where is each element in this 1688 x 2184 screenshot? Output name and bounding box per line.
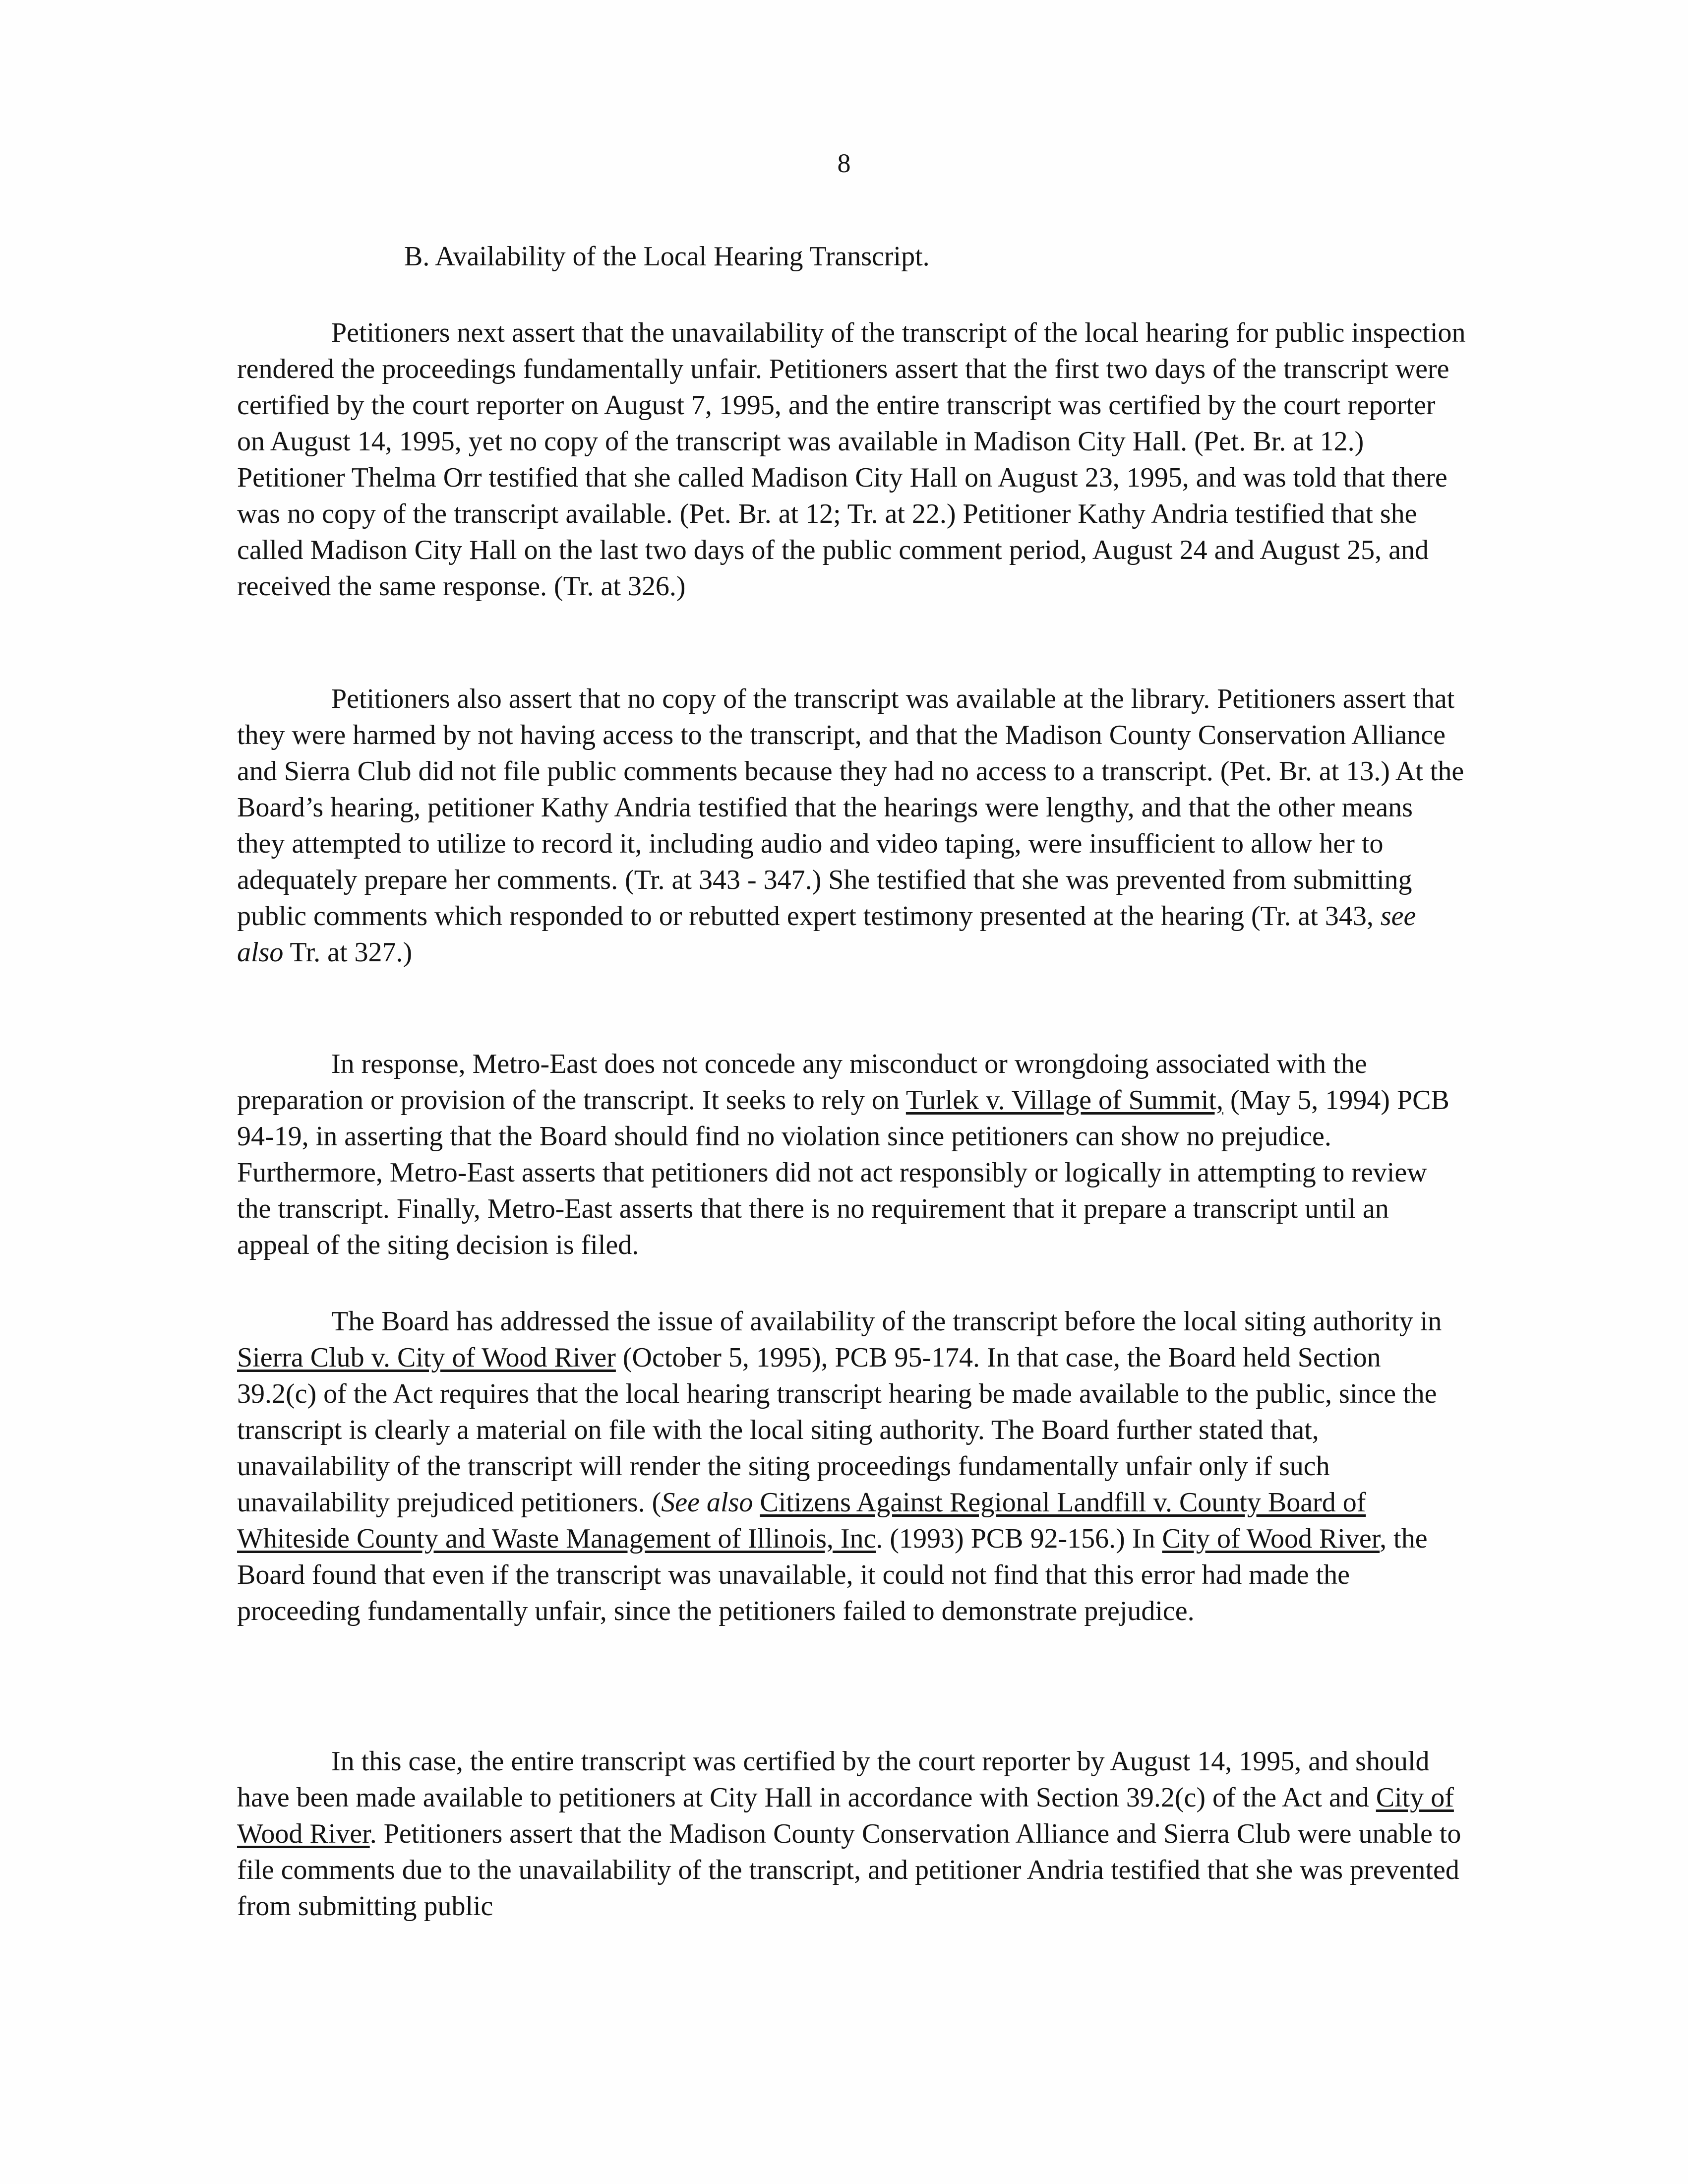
paragraph-text: The Board has addressed the issue of availability of the transcript before the local siting authority in <box>331 1306 1442 1337</box>
paragraph-transcript-unavailability <box>237 315 1467 605</box>
signal-see-also: see also <box>237 901 1416 968</box>
paragraph-text: Petitioners next assert that the unavailability of the transcript of the local hearing for public inspection rendered the proceedings fundamentally unfair. Petitioners assert that the first two days of the transcript were certified by the court reporter on August 7, 1995, and the entire transcript was certified by the court reporter on August 14, 1995, yet no copy of the transcript was available in Madison City Hall. (Pet. Br. at 12.) Petitioner Thelma Orr testified that she called Madison City Hall on August 23, 1995, and was told that there was no copy of the transcript available. (Pet. Br. at 12; Tr. at 22.) Petitioner Kathy Andria testified that she called Madison City Hall on the last two days of the public comment period, August 24 and August 25, and received the same response. (Tr. at 326.) <box>237 317 1466 602</box>
paragraph-text: . (1993) PCB 92-156.) In <box>876 1523 1162 1554</box>
signal-see-also: See also <box>661 1487 753 1518</box>
case-citation-city-of-wood-river: City of Wood River <box>1162 1523 1380 1554</box>
case-citation-city-of-wood-river: City of Wood River <box>237 1782 1454 1849</box>
paragraph-this-case <box>237 1744 1467 1925</box>
page-number: 8 <box>837 148 851 178</box>
case-citation-turlek: Turlek v. Village of Summit, <box>905 1085 1223 1116</box>
paragraph-metro-east-response <box>237 1046 1467 1263</box>
paragraph-text: (May 5, 1994) PCB 94-19, in asserting that the Board should find no violation since petitioners can show no prejudice. Furthermore, Metro-East asserts that petitioners did not act responsibly or logically in attempting to review the transcript. Finally, Metro-East asserts that there is no requirement that it prepare a transcript until an appeal of the siting decision is filed. <box>237 1085 1449 1260</box>
paragraph-text <box>753 1487 760 1518</box>
paragraph-text: Petitioners also assert that no copy of the transcript was available at the library. Petitioners assert that they were harmed by not having access to the transcript, and that the Madison County Conservation Alliance and Sierra Club did not file public comments because they had no access to a transcript. (Pet. Br. at 13.) At the Board’s hearing, petitioner Kathy Andria testified that the hearings were lengthy, and that the other means they attempted to utilize to record it, including audio and video taping, were insufficient to allow her to adequately prepare her comments. (Tr. at 343 - 347.) She testified that she was prevented from submitting public comments which responded to or rebutted expert testimony presented at the hearing (Tr. at 343, <box>237 684 1464 932</box>
paragraph-text: In this case, the entire transcript was certified by the court reporter by August 14, 1995, and should have been made available to petitioners at City Hall in accordance with Section 39.2(c) of the Act and <box>237 1746 1430 1813</box>
paragraph-text: Tr. at 327.) <box>283 937 413 968</box>
section-heading: B. Availability of the Local Hearing Transcript. <box>404 241 930 272</box>
paragraph-library-access <box>237 681 1467 971</box>
paragraph-text: , the Board found that even if the transcript was unavailable, it could not find that this error had made the proceeding fundamentally unfair, since the petitioners failed to demonstrate prejudice. <box>237 1523 1428 1626</box>
case-citation-sierra-club: Sierra Club v. City of Wood River <box>237 1342 616 1373</box>
paragraph-text: (October 5, 1995), PCB 95-174. In that case, the Board held Section 39.2(c) of the Act requires that the local hearing transcript hearing be made available to the public, since the transcript is clearly a material on file with the local siting authority. The Board further stated that, unavailability of the transcript will render the siting proceedings fundamentally unfair only if such unavailability prejudiced petitioners. ( <box>237 1342 1437 1518</box>
paragraph-board-precedent <box>237 1304 1467 1629</box>
paragraph-text: . Petitioners assert that the Madison County Conservation Alliance and Sierra Club were unable to file comments due to the unavailability of the transcript, and petitioner Andria testified that she was prevented from submitting public <box>237 1818 1461 1922</box>
case-citation-citizens-against-regional-landfill: Citizens Against Regional Landfill v. County Board of Whiteside County and Waste Management of Illinois, Inc <box>237 1487 1366 1554</box>
paragraph-text: In response, Metro-East does not concede any misconduct or wrongdoing associated with the preparation or provision of the transcript. It seeks to rely on <box>237 1049 1367 1116</box>
